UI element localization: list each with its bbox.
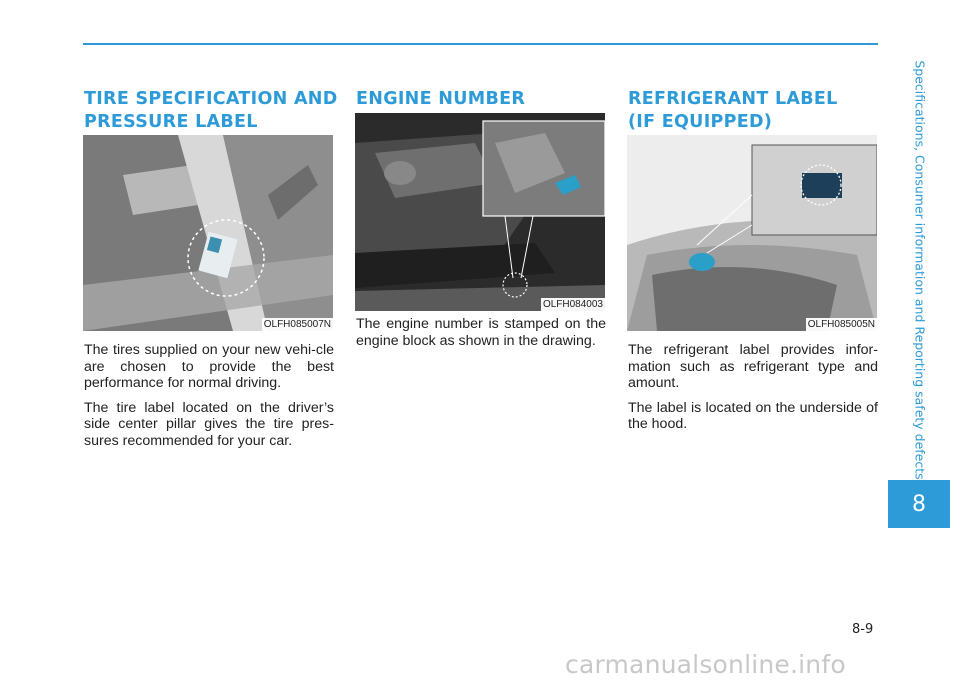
engine-number-photo (355, 113, 605, 311)
tire-label-paragraph-2: The tire label located on the driver’s side center pillar gives the tire pres-sures recommended for your car. (84, 399, 334, 449)
tire-label-photo (83, 135, 333, 331)
engine-number-text (356, 316, 606, 357)
tire-label-paragraph-1: The tires supplied on your new vehi-cle are chosen to provide the best performance for normal driving. (84, 342, 334, 391)
refrigerant-label-heading: REFRIGERANT LABEL (IF EQUIPPED) (628, 89, 838, 132)
watermark: carmanualsonline.info (565, 650, 846, 679)
chapter-sidebar (890, 60, 950, 480)
chapter-title: Specifications, Consumer information and Reporting safety defects (912, 60, 928, 480)
tire-label-text (84, 342, 334, 457)
refrigerant-label-paragraph-1: The refrigerant label provides infor-mation such as refrigerant type and amount. (628, 342, 878, 391)
refrigerant-label-image-code: OLFH085005N (807, 319, 875, 330)
page-number: 8-9 (852, 622, 874, 637)
engine-number-paragraph-1: The engine number is stamped on the engine block as shown in the drawing. (356, 316, 606, 349)
refrigerant-label-photo (627, 135, 877, 331)
chapter-number-tab: 8 (888, 480, 950, 528)
refrigerant-label-paragraph-2: The label is located on the underside of the hood. (628, 399, 878, 432)
header-rule (83, 43, 878, 45)
tire-label-heading: TIRE SPECIFICATION AND PRESSURE LABEL (84, 89, 338, 132)
tire-label-image-code: OLFH085007N (263, 319, 331, 330)
engine-number-heading: ENGINE NUMBER (356, 89, 526, 109)
engine-number-image-code: OLFH084003 (542, 299, 603, 310)
refrigerant-label-text (628, 342, 878, 441)
